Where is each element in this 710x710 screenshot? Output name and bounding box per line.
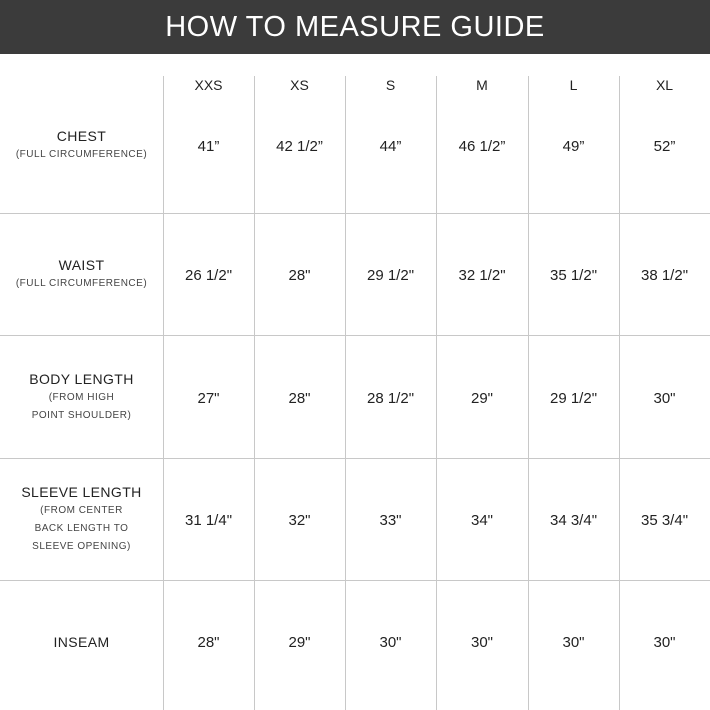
table-cell: 32 1/2" — [458, 266, 506, 284]
row-label-subtext: (FROM CENTER — [40, 505, 123, 516]
table-cell: 28" — [288, 389, 311, 407]
table-cell: 33" — [379, 511, 402, 529]
row-label-text: SLEEVE LENGTH — [21, 484, 142, 500]
table-cell: 30" — [379, 633, 402, 651]
row-divider — [0, 580, 710, 581]
size-header-xs: XS — [290, 77, 309, 93]
size-header-xxs: XXS — [194, 77, 223, 93]
size-header-xl: XL — [655, 77, 674, 93]
row-label-inseam — [0, 617, 163, 667]
table-cell: 52” — [653, 137, 676, 155]
table-cell: 38 1/2" — [640, 266, 689, 284]
row-divider — [0, 458, 710, 459]
table-cell: 29 1/2" — [366, 266, 415, 284]
row-label-subtext: BACK LENGTH TO — [34, 523, 129, 534]
row-label-text: WAIST — [58, 257, 105, 273]
table-cell: 30" — [653, 633, 676, 651]
size-header-m: M — [476, 77, 488, 93]
table-cell: 42 1/2” — [276, 137, 323, 155]
row-label-body-length — [0, 366, 163, 430]
title-bar — [0, 0, 710, 54]
row-divider — [0, 335, 710, 336]
row-label-subtext: (FULL CIRCUMFERENCE) — [15, 149, 148, 160]
row-label-text: BODY LENGTH — [29, 371, 134, 387]
size-table — [0, 76, 710, 710]
size-header-s: S — [385, 77, 396, 93]
table-cell: 28" — [288, 266, 311, 284]
row-label-chest — [0, 121, 163, 171]
row-label-waist — [0, 250, 163, 300]
table-cell: 46 1/2” — [458, 137, 506, 155]
table-cell: 29" — [470, 389, 493, 407]
table-cell: 29" — [288, 633, 311, 651]
row-label-subtext: (FROM HIGH — [48, 392, 115, 403]
row-label-subtext: SLEEVE OPENING) — [32, 541, 131, 552]
table-cell: 29 1/2" — [549, 389, 598, 407]
row-label-subtext: (FULL CIRCUMFERENCE) — [15, 278, 148, 289]
row-label-sleeve-length — [0, 480, 163, 560]
table-cell: 30" — [653, 389, 676, 407]
table-cell: 30" — [562, 633, 585, 651]
table-cell: 28 1/2" — [366, 389, 415, 407]
table-cell: 26 1/2" — [184, 266, 233, 284]
table-cell: 34 3/4" — [549, 511, 598, 529]
page-title: HOW TO MEASURE GUIDE — [165, 10, 545, 43]
table-cell: 28" — [197, 633, 220, 651]
table-cell: 49” — [562, 137, 585, 155]
row-label-subtext: POINT SHOULDER) — [31, 410, 132, 421]
table-cell: 35 1/2" — [549, 266, 598, 284]
row-label-text: INSEAM — [53, 634, 110, 650]
table-cell: 32" — [288, 511, 311, 529]
row-label-text: CHEST — [56, 128, 107, 144]
table-cell: 31 1/4" — [184, 511, 233, 529]
table-cell: 30" — [470, 633, 493, 651]
table-cell: 34" — [470, 511, 493, 529]
table-cell: 44” — [379, 137, 402, 155]
row-divider — [0, 213, 710, 214]
table-cell: 41” — [197, 137, 220, 155]
table-cell: 27" — [197, 389, 220, 407]
size-header-l: L — [569, 77, 578, 93]
table-cell: 35 3/4" — [640, 511, 689, 529]
